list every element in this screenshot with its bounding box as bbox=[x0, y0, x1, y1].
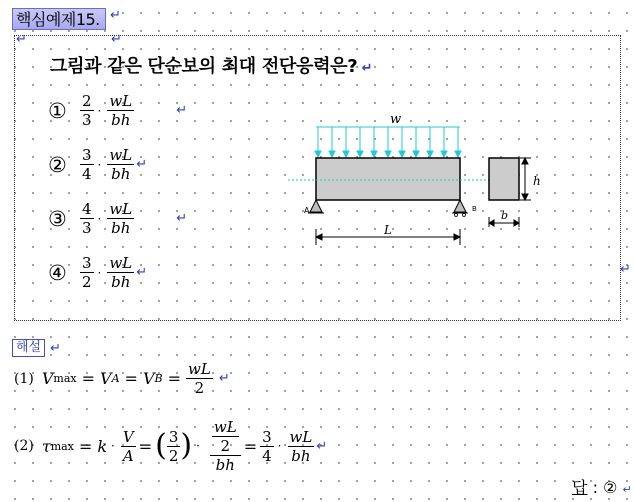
paragraph-mark-icon: ↵ bbox=[50, 341, 61, 356]
paragraph-mark-icon: ↵ bbox=[16, 32, 27, 47]
paragraph-mark-icon: ↵ bbox=[110, 8, 121, 23]
beam bbox=[316, 158, 460, 200]
option-3[interactable]: ③ $\frac{4}{3}$ · $\frac{wL}{bh}$ ↵ bbox=[48, 200, 188, 237]
coefficient-fraction: $\frac{4}{3}$ bbox=[82, 200, 92, 237]
paragraph-mark-icon: ↵ bbox=[136, 265, 148, 280]
option-number: ① bbox=[48, 98, 67, 123]
coefficient-fraction: $\frac{2}{3}$ bbox=[82, 92, 92, 129]
option-2[interactable]: ② $\frac{3}{4}$ · $\frac{wL}{bh}$ ↵ bbox=[48, 146, 148, 183]
support-b-icon bbox=[452, 200, 468, 217]
paragraph-mark-icon: ↵ bbox=[357, 61, 373, 76]
span-label: L bbox=[384, 223, 392, 237]
option-number: ④ bbox=[48, 260, 67, 285]
beam-figure bbox=[280, 105, 560, 255]
answer: 답 : ② ↵ bbox=[572, 478, 632, 497]
answer-label: 답 bbox=[572, 478, 588, 497]
solution-step-1: (1) V max = V A = V B = $\frac{wL}{2}$ ↵ bbox=[14, 360, 230, 397]
expression-fraction: $\frac{wL}{bh}$ bbox=[109, 92, 133, 129]
paragraph-mark-icon: ↵ bbox=[176, 103, 188, 118]
question-text: 그림과 같은 단순보의 최대 전단응력은? ↵ bbox=[50, 56, 373, 77]
width-label: b bbox=[501, 209, 509, 222]
paragraph-mark-icon: ↵ bbox=[176, 211, 188, 226]
height-label: h bbox=[533, 174, 541, 188]
paragraph-mark-icon: ↵ bbox=[622, 483, 632, 496]
answer-value: ② bbox=[603, 478, 618, 497]
support-a-label: A bbox=[304, 206, 310, 215]
solution-step-2: (2) τ max = k · $\frac{V}{A}$ = ( $\frac{3}{2}$ ) · wL 2 bh = $\frac{3}{4}$ · $\frac{wL}{bh}$ ↵ bbox=[14, 418, 328, 474]
expression-fraction: $\frac{wL}{bh}$ bbox=[109, 146, 133, 183]
expression-fraction: $\frac{wL}{bh}$ bbox=[109, 200, 133, 237]
load-label: w bbox=[390, 112, 402, 127]
option-number: ② bbox=[48, 152, 67, 177]
support-a-icon bbox=[308, 200, 324, 213]
option-number: ③ bbox=[48, 206, 67, 231]
expression-fraction: $\frac{wL}{bh}$ bbox=[109, 254, 133, 291]
option-4[interactable]: ④ $\frac{3}{2}$ · $\frac{wL}{bh}$ ↵ bbox=[48, 254, 148, 291]
load-arrows bbox=[315, 127, 461, 157]
paragraph-mark-icon: ↵ bbox=[620, 262, 631, 277]
example-title: 핵심예제15. bbox=[16, 10, 100, 29]
solution-badge bbox=[12, 339, 45, 357]
support-b-label: B bbox=[472, 205, 477, 213]
solution-label: 해설 bbox=[16, 340, 42, 355]
cross-section bbox=[489, 158, 519, 200]
height-dimension bbox=[520, 158, 531, 200]
coefficient-fraction: $\frac{3}{4}$ bbox=[82, 146, 92, 183]
example-title-badge bbox=[12, 8, 106, 30]
paragraph-mark-icon: ↵ bbox=[111, 32, 122, 47]
coefficient-fraction: $\frac{3}{2}$ bbox=[82, 254, 92, 291]
option-1[interactable]: ① $\frac{2}{3}$ · $\frac{wL}{bh}$ ↵ bbox=[48, 92, 188, 129]
paragraph-mark-icon: ↵ bbox=[136, 157, 148, 172]
